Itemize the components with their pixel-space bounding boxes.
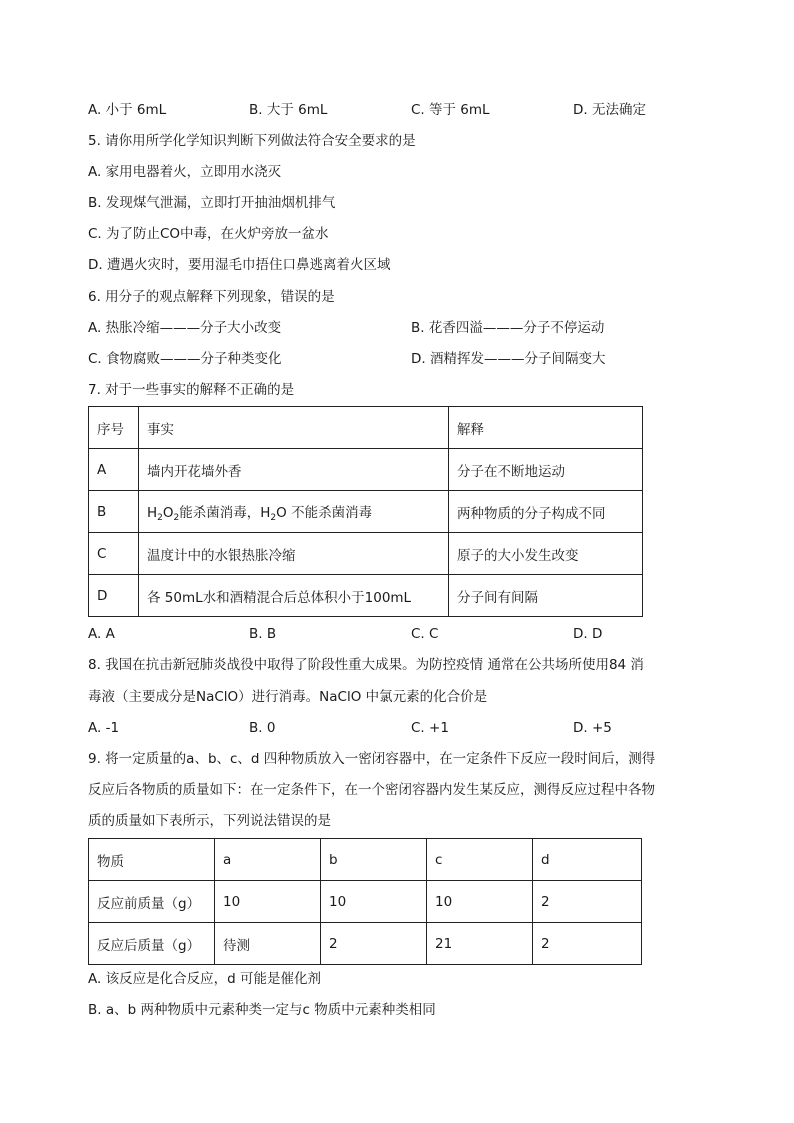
q7-row-fact: 墙内开花墙外香 — [139, 449, 449, 491]
q4-option-b: B. 大于 6mL — [249, 102, 328, 118]
q8-stem-line-2: 毒液（主要成分是NaClO）进行消毒。NaClO 中氯元素的化合价是 — [88, 689, 488, 705]
q8-option-c: C. +1 — [411, 720, 449, 736]
table-cell: 10 — [427, 881, 533, 923]
q8-option-a: A. -1 — [88, 720, 120, 736]
q7-row-id: C — [89, 533, 139, 575]
q7-row-fact: 温度计中的水银热胀冷缩 — [139, 533, 449, 575]
q9-stem-line-1: 9. 将一定质量的a、b、c、d 四种物质放入一密闭容器中，在一定条件下反应一段时间后，测得 — [88, 751, 656, 767]
q7-option-c: C. C — [411, 626, 439, 642]
q7-header-fact: 事实 — [139, 407, 449, 449]
table-row — [89, 449, 643, 491]
table-cell: 2 — [533, 923, 642, 965]
formula-subscript: 2 — [173, 512, 180, 523]
formula-part: H — [147, 504, 158, 521]
table-row — [89, 923, 642, 965]
q7-option-b: B. B — [249, 626, 277, 642]
q5-option-d: D. 遭遇火灾时，要用湿毛巾捂住口鼻逃离着火区域 — [88, 257, 391, 273]
q7-row-id: D — [89, 575, 139, 617]
q7-row-explanation: 原子的大小发生改变 — [449, 533, 643, 575]
q5-option-b: B. 发现煤气泄漏，立即打开抽油烟机排气 — [88, 195, 336, 211]
q7-row-explanation: 分子间有间隔 — [449, 575, 643, 617]
formula-subscript: 2 — [157, 512, 163, 523]
q7-stem: 7. 对于一些事实的解释不正确的是 — [88, 382, 295, 398]
q9-stem-line-3: 质的质量如下表所示，下列说法错误的是 — [88, 813, 331, 829]
q4-option-a: A. 小于 6mL — [88, 102, 167, 118]
q9-header-b: b — [321, 839, 427, 881]
q7-row-id: A — [89, 449, 139, 491]
q7-row-explanation: 两种物质的分子构成不同 — [449, 491, 643, 533]
table-cell: 2 — [533, 881, 642, 923]
q8-option-b: B. 0 — [249, 720, 276, 736]
q9-table — [88, 838, 642, 965]
q6-option-a: A. 热胀冷缩———分子大小改变 — [88, 320, 282, 336]
formula-part: O 不能杀菌消毒 — [276, 504, 373, 521]
q8-stem-line-1: 8. 我国在抗击新冠肺炎战役中取得了阶段性重大成果。为防控疫情 通常在公共场所使用84 消 — [88, 657, 644, 673]
q9-option-b: B. a、b 两种物质中元素种类一定与c 物质中元素种类相同 — [88, 1002, 436, 1018]
table-cell: 10 — [215, 881, 321, 923]
q9-stem-line-2: 反应后各物质的质量如下：在一定条件下，在一个密闭容器内发生某反应，测得反应过程中各物 — [88, 782, 655, 798]
formula-part: O — [162, 504, 174, 521]
q6-option-d: D. 酒精挥发———分子间隔变大 — [411, 351, 606, 367]
table-row — [89, 491, 643, 533]
q9-header-d: d — [533, 839, 642, 881]
table-row — [89, 575, 643, 617]
q9-header-row — [89, 839, 642, 881]
q7-table — [88, 406, 643, 617]
q7-option-d: D. D — [573, 626, 603, 642]
q9-header-a: a — [215, 839, 321, 881]
table-cell: 10 — [321, 881, 427, 923]
q7-row-fact: 各 50mL水和酒精混合后总体积小于100mL — [139, 575, 449, 617]
table-row — [89, 533, 643, 575]
q7-option-a: A. A — [88, 626, 115, 642]
table-cell: 21 — [427, 923, 533, 965]
q7-row-fact — [139, 491, 449, 533]
q7-row-explanation: 分子在不断地运动 — [449, 449, 643, 491]
q5-option-c: C. 为了防止CO中毒，在火炉旁放一盆水 — [88, 226, 329, 242]
q4-option-c: C. 等于 6mL — [411, 102, 490, 118]
q9-header-c: c — [427, 839, 533, 881]
table-cell: 2 — [321, 923, 427, 965]
formula-subscript: 2 — [270, 512, 277, 523]
table-row — [89, 881, 642, 923]
q7-header-id: 序号 — [89, 407, 139, 449]
q5-option-a: A. 家用电器着火，立即用水浇灭 — [88, 164, 282, 180]
q9-option-a: A. 该反应是化合反应，d 可能是催化剂 — [88, 971, 321, 987]
q8-option-d: D. +5 — [573, 720, 612, 736]
q9-header-substance: 物质 — [89, 839, 215, 881]
q6-option-b: B. 花香四溢———分子不停运动 — [411, 320, 605, 336]
q6-option-c: C. 食物腐败———分子种类变化 — [88, 351, 282, 367]
q4-option-d: D. 无法确定 — [573, 102, 646, 118]
q6-stem: 6. 用分子的观点解释下列现象，错误的是 — [88, 289, 335, 305]
table-cell: 反应后质量（g） — [89, 923, 215, 965]
q5-stem: 5. 请你用所学化学知识判断下列做法符合安全要求的是 — [88, 133, 416, 149]
q7-header-row — [89, 407, 643, 449]
q7-header-explanation: 解释 — [449, 407, 643, 449]
formula-part: 能杀菌消毒，H — [179, 504, 271, 521]
q7-row-id: B — [89, 491, 139, 533]
table-cell: 反应前质量（g） — [89, 881, 215, 923]
table-cell: 待测 — [215, 923, 321, 965]
